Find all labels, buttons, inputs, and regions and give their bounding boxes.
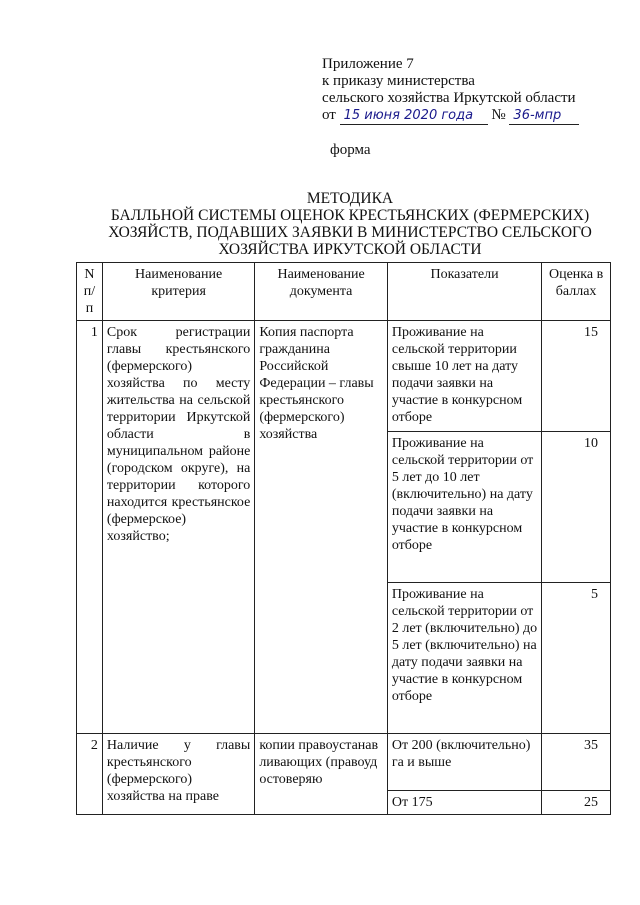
indicator-cell: Проживание на сельской территории от 5 лет до 10 лет (включительно) на дату подачи заявки на участие в конкурсном отборе bbox=[387, 432, 541, 583]
appendix-number: Приложение 7 bbox=[322, 56, 414, 72]
table-header-row bbox=[77, 263, 611, 321]
title-line-2: БАЛЛЬНОЙ СИСТЕМЫ ОЦЕНОК КРЕСТЬЯНСКИХ (ФЕРМЕРСКИХ) bbox=[110, 207, 590, 224]
order-reference: к приказу министерства bbox=[322, 73, 475, 89]
header-indicators: Показатели bbox=[387, 263, 541, 321]
score-cell: 15 bbox=[542, 321, 611, 432]
header-criterion: Наименование критерия bbox=[102, 263, 254, 321]
score-cell: 35 bbox=[542, 734, 611, 791]
title-line-1: МЕТОДИКА bbox=[306, 190, 394, 207]
indicator-cell: Проживание на сельской территории свыше 10 лет на дату подачи заявки на участие в конкурсном отборе bbox=[387, 321, 541, 432]
header-score: Оценка в баллах bbox=[542, 263, 611, 321]
date-signature: 15 июня 2020 года bbox=[340, 107, 488, 125]
indicator-cell: От 175 bbox=[387, 791, 541, 815]
score-cell: 25 bbox=[542, 791, 611, 815]
form-label: форма bbox=[330, 142, 371, 158]
number-label: № bbox=[491, 107, 506, 123]
table-row bbox=[77, 321, 611, 432]
scoring-table bbox=[76, 262, 611, 815]
indicator-cell: От 200 (включительно) га и выше bbox=[387, 734, 541, 791]
document-cell: копии правоустанавливающих (правоудостоверяю bbox=[255, 734, 388, 815]
indicator-cell: Проживание на сельской территории от 2 лет (включительно) до 5 лет (включительно) на дату подачи заявки на участие в конкурсном отборе bbox=[387, 583, 541, 734]
header-num: N п/ п bbox=[77, 263, 103, 321]
title-line-4: ХОЗЯЙСТВА ИРКУТСКОЙ ОБЛАСТИ bbox=[218, 241, 482, 258]
document-title bbox=[60, 190, 640, 258]
appendix-header bbox=[322, 56, 579, 125]
row-number: 2 bbox=[77, 734, 103, 815]
score-cell: 5 bbox=[542, 583, 611, 734]
date-number-line bbox=[322, 107, 579, 125]
criterion-cell: Срок регистрации главы крестьянского (фермерского) хозяйства по месту жительства на сельской территории Иркутской области в муниципальном районе (городском округе), на территории которого находится крестьянское (фермерское) хозяйство; bbox=[102, 321, 254, 734]
table-row bbox=[77, 734, 611, 791]
row-number: 1 bbox=[77, 321, 103, 734]
header-document: Наименование документа bbox=[255, 263, 388, 321]
score-cell: 10 bbox=[542, 432, 611, 583]
title-line-3: ХОЗЯЙСТВ, ПОДАВШИХ ЗАЯВКИ В МИНИСТЕРСТВО СЕЛЬСКОГО bbox=[108, 224, 592, 241]
number-signature: 36-мпр bbox=[509, 107, 579, 125]
criterion-cell: Наличие у главы крестьянского (фермерского) хозяйства на праве bbox=[102, 734, 254, 815]
ministry-name: сельского хозяйства Иркутской области bbox=[322, 90, 576, 106]
document-cell: Копия паспорта гражданина Российской Федерации – главы крестьянского (фермерского) хозяйства bbox=[255, 321, 388, 734]
from-label: от bbox=[322, 107, 336, 123]
